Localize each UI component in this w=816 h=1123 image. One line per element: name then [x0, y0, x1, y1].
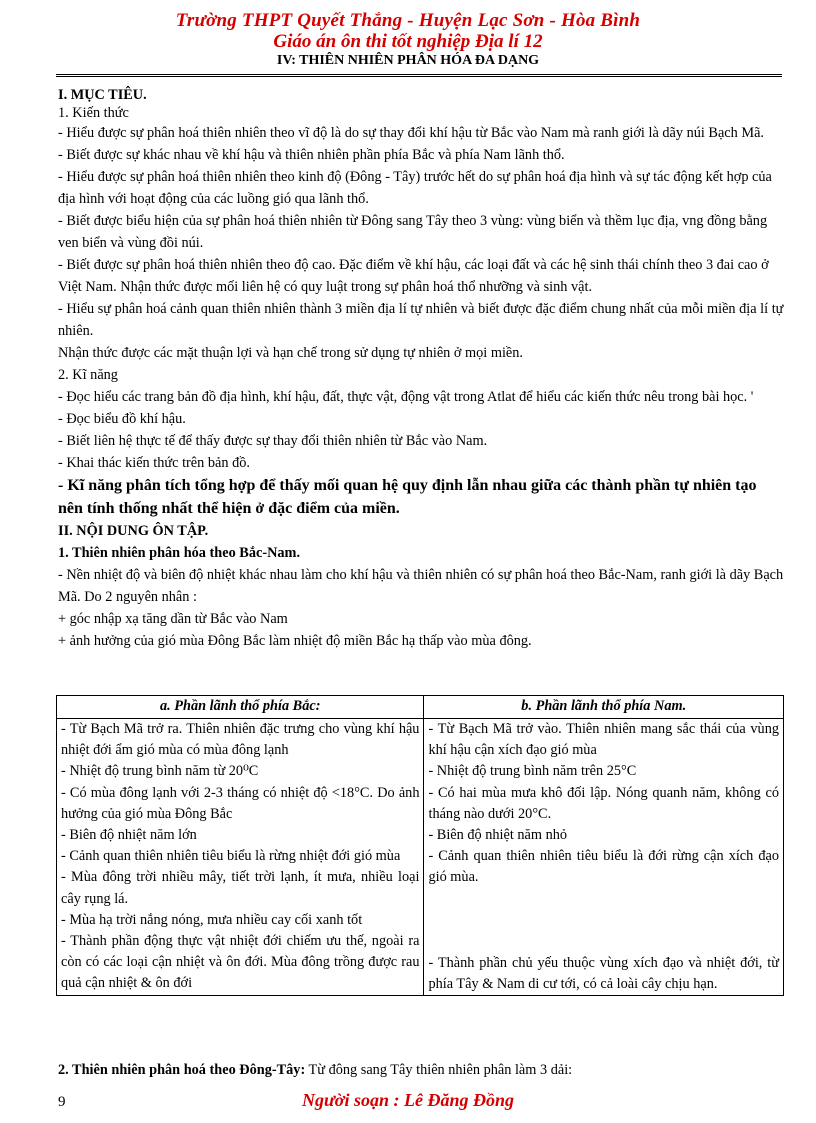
south-item: - Thành phần chủ yếu thuộc vùng xích đạo và nhiệt đới, từ phía Tây & Nam di cư tới, có cả loài cây chịu hạn.	[428, 954, 779, 992]
author-footer: Người soạn : Lê Đăng Đồng	[302, 1090, 514, 1110]
south-item: - Biên độ nhiệt năm nhỏ	[428, 827, 568, 844]
north-south-comparison-table	[56, 695, 784, 996]
north-item: - Nhiệt độ trung bình năm từ 20⁰C	[61, 763, 259, 780]
main-content	[58, 84, 784, 652]
south-item: - Cảnh quan thiên nhiên tiêu biểu là đới rừng cận xích đạo gió mùa.	[428, 848, 779, 886]
south-column	[424, 719, 784, 996]
east-west-intro	[58, 1059, 784, 1081]
subsection-skills: 2. Kĩ năng	[58, 367, 118, 383]
subsection-north-south: 1. Thiên nhiên phân hóa theo Bắc-Nam.	[58, 545, 301, 561]
knowledge-item: - Hiểu sự phân hoá cảnh quan thiên nhiên thành 3 miền địa lí tự nhiên và biết được đặc điểm chung nhất của mỗi miền địa lí tự nhiên.	[58, 301, 784, 339]
knowledge-item: - Hiểu được sự phân hoá thiên nhiên theo vĩ độ là do sự thay đổi khí hậu từ Bắc vào Nam mà ranh giới là dãy núi Bạch Mã.	[58, 125, 764, 141]
table-header-north: a. Phần lãnh thổ phía Bắc:	[57, 696, 424, 719]
header-divider	[56, 74, 782, 77]
lesson-plan-header: Giáo án ôn thi tốt nghiệp Địa lí 12	[273, 31, 543, 52]
north-item: - Biên độ nhiệt năm lớn	[61, 827, 197, 844]
north-item: - Cảnh quan thiên nhiên tiêu biểu là rừng nhiệt đới gió mùa	[61, 848, 401, 865]
skill-item: - Đọc hiểu các trang bản đồ địa hình, khí hậu, đất, thực vật, động vật trong Atlat để hiểu các kiến thức nêu trong bài học. '	[58, 389, 754, 405]
skill-item: - Khai thác kiến thức trên bản đồ.	[58, 455, 250, 471]
content-bullet: + ảnh hưởng của gió mùa Đông Bắc làm nhiệt độ miền Bắc hạ thấp vào mùa đông.	[58, 633, 532, 649]
south-item: - Nhiệt độ trung bình năm trên 25°C	[428, 763, 637, 780]
content-paragraph: - Nền nhiệt độ và biên độ nhiệt khác nhau làm cho khí hậu và thiên nhiên có sự phân hoá theo Bắc-Nam, ranh giới là dãy Bạch Mã. Do 2 nguyên nhân :	[58, 567, 784, 605]
knowledge-item: - Biết được sự khác nhau về khí hậu và thiên nhiên phần phía Bắc và phía Nam lãnh thổ.	[58, 147, 565, 163]
table-row	[57, 719, 784, 996]
knowledge-item: Nhận thức được các mặt thuận lợi và hạn chế trong sử dụng tự nhiên ở mọi miền.	[58, 345, 523, 361]
knowledge-item: - Biết được biểu hiện của sự phân hoá thiên nhiên từ Đông sang Tây theo 3 vùng: vùng biển và thềm lục địa, vng đồng bằng ven biển và vùng đồi núi.	[58, 213, 768, 251]
skill-item: - Biết liên hệ thực tế để thấy được sự thay đổi thiên nhiên từ Bắc vào Nam.	[58, 433, 488, 449]
subsection-knowledge: 1. Kiến thức	[58, 105, 129, 121]
south-item: - Từ Bạch Mã trở vào. Thiên nhiên mang sắc thái của vùng khí hậu cận xích đạo gió mùa	[428, 721, 779, 759]
page-number: 9	[58, 1094, 66, 1110]
subsection-east-west: 2. Thiên nhiên phân hoá theo Đông-Tây:	[58, 1062, 306, 1078]
lesson-title: IV: THIÊN NHIÊN PHÂN HÓA ĐA DẠNG	[276, 53, 540, 68]
skill-item: - Đọc biểu đồ khí hậu.	[58, 411, 186, 427]
section-objectives-title: I. MỤC TIÊU.	[58, 87, 147, 103]
north-item: - Từ Bạch Mã trở ra. Thiên nhiên đặc trưng cho vùng khí hậu nhiệt đới ẩm gió mùa có mùa đông lạnh	[61, 721, 420, 759]
north-column	[57, 719, 424, 996]
spacer	[428, 889, 779, 953]
section-content-title: II. NỘI DUNG ÔN TẬP.	[58, 523, 209, 539]
south-item: - Có hai mùa mưa khô đối lập. Nóng quanh năm, không có tháng nào dưới 20°C.	[428, 784, 779, 822]
north-item: - Thành phần động thực vật nhiệt đới chiếm ưu thế, ngoài ra còn có các loại cận nhiệt và ôn đới. Mùa đông trồng được rau quả cận nhiệt & ôn đới	[61, 933, 420, 992]
table-header-row	[57, 696, 784, 719]
school-header: Trường THPT Quyết Thắng - Huyện Lạc Sơn - Hòa Bình	[175, 10, 641, 31]
content-bullet: + góc nhập xạ tăng dần từ Bắc vào Nam	[58, 611, 288, 627]
north-item: - Có mùa đông lạnh với 2-3 tháng có nhiệt độ <18°C. Do ảnh hưởng của gió mùa Đông Bắc	[61, 784, 420, 822]
east-west-text: Từ đông sang Tây thiên nhiên phân làm 3 dải:	[305, 1062, 573, 1078]
north-item: - Mùa hạ trời nắng nóng, mưa nhiều cay cối xanh tốt	[61, 911, 363, 928]
north-item: - Mùa đông trời nhiều mây, tiết trời lạnh, ít mưa, nhiều loại cây rụng lá.	[61, 869, 420, 907]
knowledge-item: - Hiểu được sự phân hoá thiên nhiên theo kinh độ (Đông - Tây) trước hết do sự phân hoá địa hình và sự tác động kết hợp của địa hình với hoạt động của các luồng gió qua lãnh thổ.	[58, 169, 772, 207]
knowledge-item: - Biết được sự phân hoá thiên nhiên theo độ cao. Đặc điểm về khí hậu, các loại đất và các hệ sinh thái chính theo 3 đai cao ở Việt Nam. Nhận thức được mối liên hệ có quy luật trong sự phân hoá thổ nhưỡng và sinh vật.	[58, 257, 769, 295]
table-header-south: b. Phần lãnh thổ phía Nam.	[424, 696, 784, 719]
skill-item-analysis: - Kĩ năng phân tích tổng hợp để thấy mối quan hệ quy định lẫn nhau giữa các thành phần tự nhiên tạo nên tính thống nhất thể hiện ở đặc điểm của miền.	[58, 477, 757, 517]
